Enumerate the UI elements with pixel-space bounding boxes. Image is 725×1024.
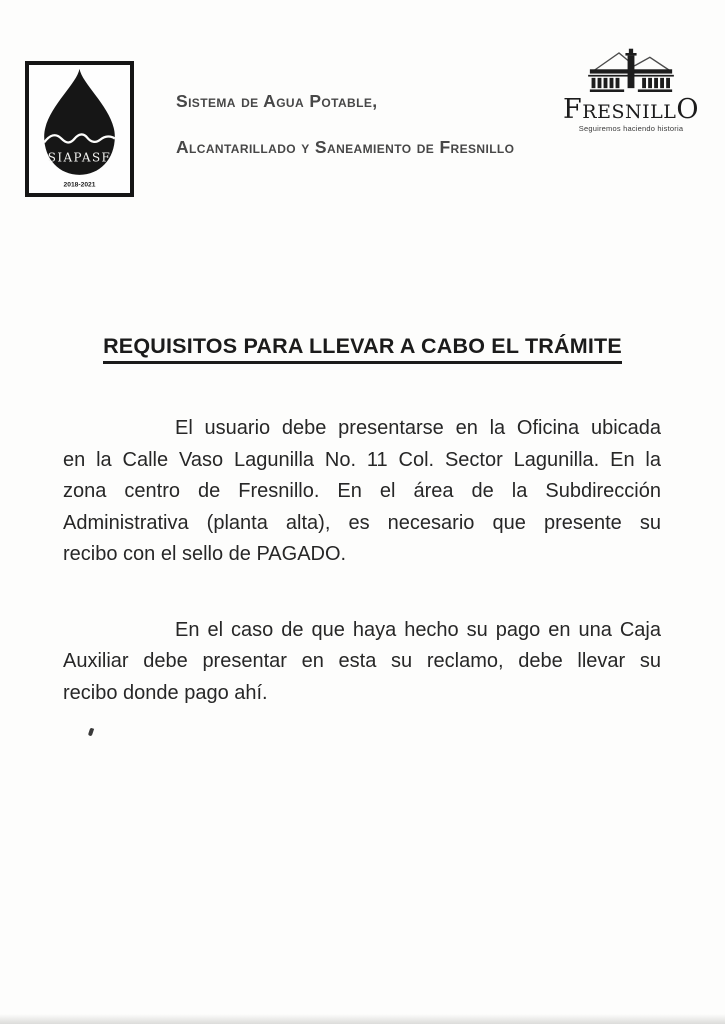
text-line: En el caso de que haya hecho su pago en una Caja <box>175 618 661 641</box>
text-line: El usuario debe presentarse en la Oficina ubicada <box>175 417 661 439</box>
fresnillo-logo <box>556 46 706 133</box>
water-drop-icon <box>31 66 128 192</box>
text-line: recibo con el sello de PAGADO. <box>63 543 347 565</box>
org-name-line1: Sistema de Agua Potable, <box>176 91 378 111</box>
org-name-line2: Alcantarillado y Saneamiento de Fresnillo <box>176 137 515 157</box>
scan-edge-shadow <box>0 1014 725 1024</box>
siapasf-logo <box>25 61 134 197</box>
scan-artifact-mark <box>88 728 94 737</box>
text-line: recibo donde pago ahí. <box>63 681 268 704</box>
text-line: Auxiliar debe presentar en esta su reclamo, debe llevar su <box>63 650 661 672</box>
text-line: Administrativa (planta alta), es necesario que presente su <box>63 511 661 534</box>
text-line: en la Calle Vaso Lagunilla No. 11 Col. Sector Lagunilla. En la <box>63 448 661 471</box>
document-body <box>63 413 661 709</box>
fresnillo-wordmark: FresnillO <box>563 94 699 125</box>
text-line: zona centro de Fresnillo. En el área de la Subdirección <box>63 480 661 502</box>
document-title <box>0 334 725 364</box>
siapasf-acronym: SIAPASF <box>47 150 112 165</box>
fresnillo-building-icon <box>571 46 691 96</box>
paragraph-1 <box>63 413 661 571</box>
fresnillo-tagline: Seguiremos haciendo historia <box>578 124 684 133</box>
siapasf-years: 2018-2021 <box>63 181 96 189</box>
document-title-text: REQUISITOS PARA LLEVAR A CABO EL TRÁMITE <box>103 334 622 364</box>
paragraph-2 <box>63 615 661 710</box>
